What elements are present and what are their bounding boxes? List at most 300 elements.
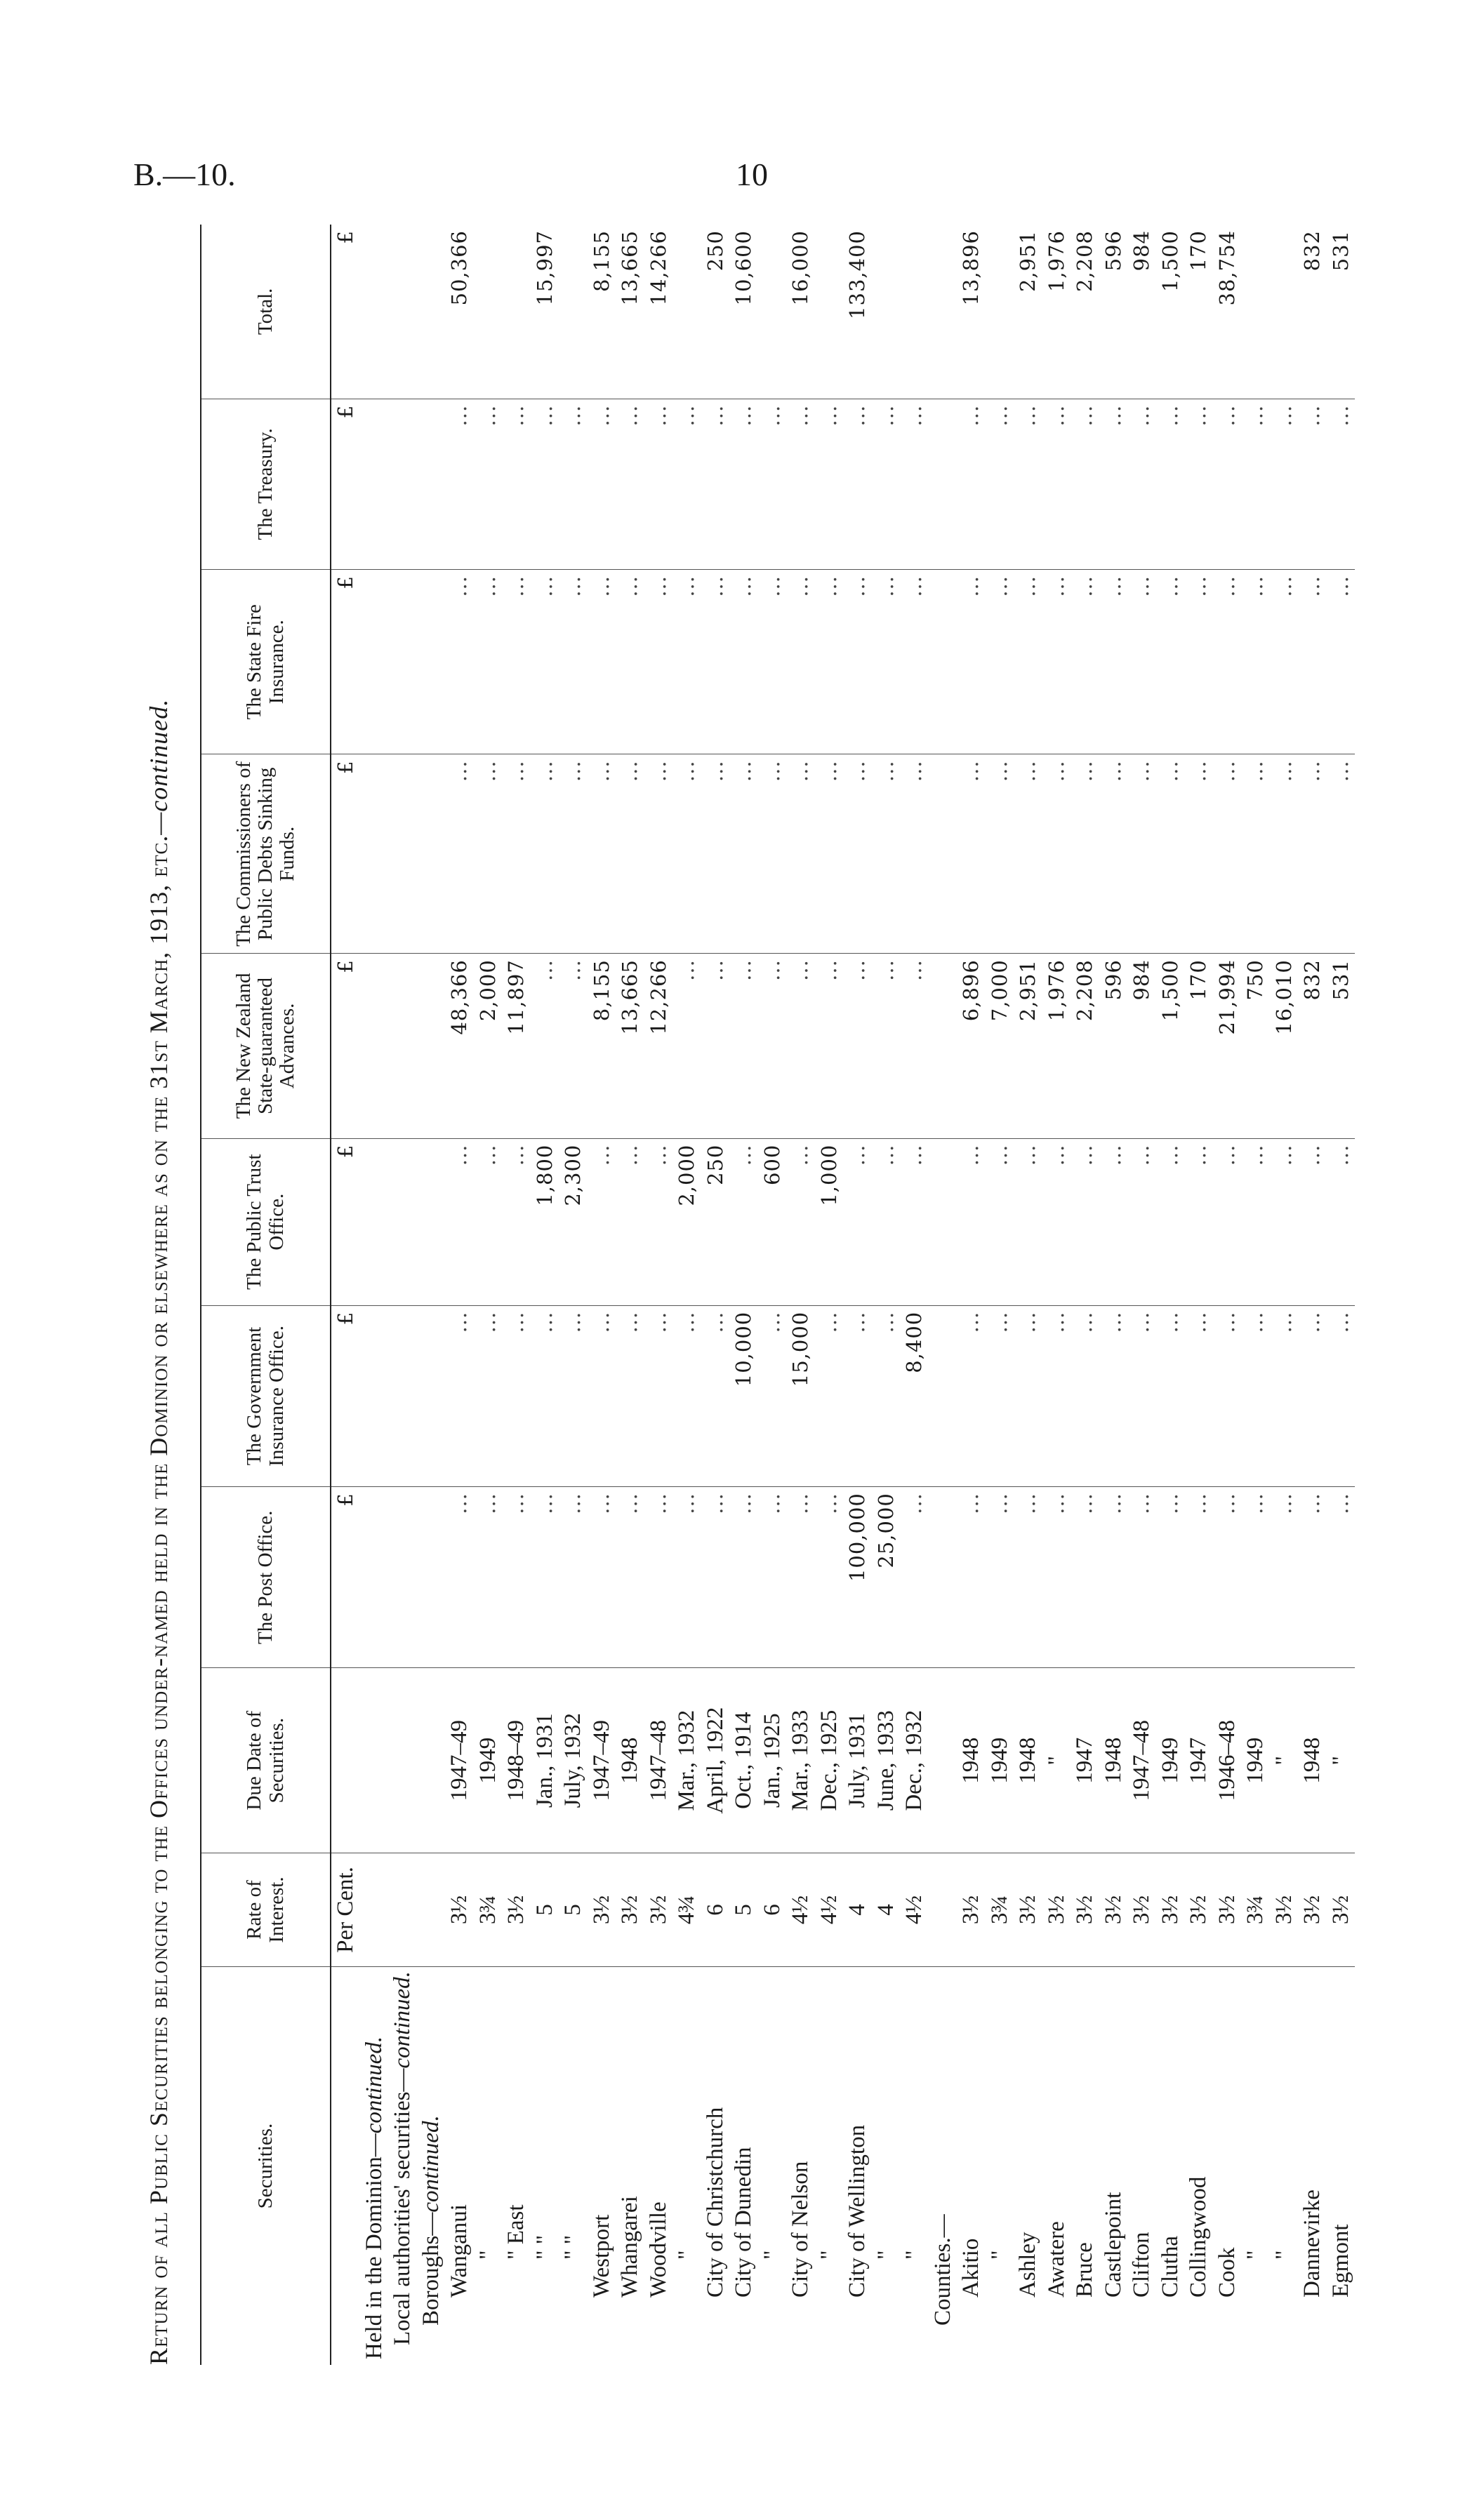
empty-amount: ... [531,1305,559,1486]
empty-amount: ... [1184,570,1213,754]
table-row [786,225,815,2365]
empty-amount: ... [1156,1487,1185,1668]
rate-of-interest [929,1853,958,1966]
amount-nz: 21,994 [1213,954,1242,1138]
security-name: Dannevirke [1299,2189,1325,2298]
empty-amount [417,754,446,954]
table-row [1298,225,1327,2365]
security-name: Egmont [1327,2224,1353,2298]
table-row [474,225,503,2365]
empty-amount: ... [502,1487,531,1668]
security-name: " [475,2250,501,2260]
table-row [360,225,389,2365]
table-row [1014,225,1042,2365]
rate-of-interest: 3½ [1327,1853,1356,1966]
amount-tot: 1,500 [1156,225,1185,399]
amount-tot: 8,155 [588,225,616,399]
empty-amount: ... [1014,1138,1042,1305]
empty-amount [417,1305,446,1486]
empty-amount: ... [815,1305,844,1486]
empty-amount: ... [531,954,559,1138]
amount-tot: 596 [1099,225,1128,399]
empty-amount: ... [1042,1305,1071,1486]
empty-amount [360,570,389,754]
empty-amount [1241,225,1270,399]
empty-amount: ... [1213,1305,1242,1486]
due-date [388,1668,417,1853]
rate-of-interest [360,1853,389,1966]
empty-amount: ... [474,1487,503,1668]
column-header-treasury: The Treasury. [201,399,331,569]
amount-pt: 250 [701,1138,730,1305]
empty-amount: ... [673,399,701,569]
due-date: 1948 [1014,1668,1042,1853]
empty-amount: ... [1270,1305,1299,1486]
amount-nz: 7,000 [986,954,1014,1138]
empty-amount: ... [729,954,758,1138]
empty-amount: ... [445,1305,474,1486]
table-caption [144,225,186,2365]
rate-of-interest: 3½ [445,1853,474,1966]
empty-amount: ... [815,754,844,954]
units-row [331,225,360,2365]
due-date [417,1668,446,1853]
amount-tot: 531 [1327,225,1356,399]
table-row [616,225,644,2365]
amount-nz: 2,951 [1014,954,1042,1138]
rate-of-interest: 5 [729,1853,758,1966]
empty-amount: ... [445,1487,474,1668]
empty-amount: ... [474,399,503,569]
empty-amount [388,225,417,399]
amount-pt: 1,800 [531,1138,559,1305]
empty-amount: ... [1042,399,1071,569]
empty-amount: ... [815,1487,844,1668]
empty-amount: ... [1099,754,1128,954]
empty-amount: ... [445,1138,474,1305]
empty-amount: ... [673,570,701,754]
money-unit: £ [331,754,360,954]
due-date: " [1270,1668,1299,1853]
table-row [1156,225,1185,2365]
empty-amount [986,225,1014,399]
table-row [815,225,844,2365]
empty-amount: ... [644,570,673,754]
due-date: 1948 [1099,1668,1128,1853]
due-date: 1947–49 [588,1668,616,1853]
empty-amount: ... [502,754,531,954]
empty-amount: ... [1241,754,1270,954]
security-name: Woodville [645,2201,671,2298]
continued-label: continued. [361,2036,387,2134]
empty-amount [360,225,389,399]
empty-amount: ... [786,399,815,569]
empty-amount: ... [1042,754,1071,954]
amount-nz: 1,500 [1156,954,1185,1138]
empty-amount: ... [1241,1487,1270,1668]
empty-amount: ... [815,399,844,569]
column-header-rate: Rate of Interest. [201,1853,331,1966]
empty-amount: ... [531,754,559,954]
empty-amount [929,954,958,1138]
security-name: City of Wellington [844,2124,870,2298]
empty-amount: ... [872,954,901,1138]
caption-continued: —continued. [145,698,173,835]
empty-amount: ... [1298,1138,1327,1305]
empty-amount: ... [502,1305,531,1486]
column-header-due-date: Due Date of Securities. [201,1668,331,1853]
empty-amount [360,399,389,569]
empty-amount: ... [616,570,644,754]
rate-of-interest: 3½ [1127,1853,1156,1966]
column-header-state-fire: The State Fire Insurance. [201,570,331,754]
empty-amount: ... [588,1138,616,1305]
table-body [331,225,1355,2365]
empty-amount: ... [1156,399,1185,569]
amount-nz: 48,366 [445,954,474,1138]
security-name: Awatere [1043,2221,1069,2298]
rate-of-interest: 4½ [786,1853,815,1966]
empty-amount [929,1305,958,1486]
amount-gio: 10,000 [729,1305,758,1486]
due-date: Oct., 1914 [729,1668,758,1853]
empty-amount [929,1138,958,1305]
empty-amount: ... [1127,1487,1156,1668]
money-unit: £ [331,399,360,569]
amount-nz: 832 [1298,954,1327,1138]
security-name: Wanganui [446,2204,472,2298]
empty-amount: ... [872,1305,901,1486]
table-row [929,225,958,2365]
empty-amount: ... [673,1487,701,1668]
security-name: Clutha [1157,2236,1183,2298]
security-name: Boroughs—continued. [418,2115,444,2326]
empty-amount [388,754,417,954]
rate-of-interest: 3¾ [474,1853,503,1966]
table-row [588,225,616,2365]
empty-amount [388,1138,417,1305]
table-row [388,225,417,2365]
amount-pt: 1,000 [815,1138,844,1305]
column-header-public-trust: The Public Trust Office. [201,1138,331,1305]
empty-amount [929,1487,958,1668]
amount-nz: 596 [1099,954,1128,1138]
empty-amount: ... [957,754,986,954]
empty-amount: ... [1270,1487,1299,1668]
empty-amount [929,225,958,399]
table-row [1213,225,1242,2365]
security-name: Local authorities' securities—continued. [390,1971,415,2345]
empty-amount [360,1305,389,1486]
rate-of-interest: 3½ [1184,1853,1213,1966]
empty-amount [417,1487,446,1668]
empty-amount: ... [1270,754,1299,954]
column-header-securities: Securities. [201,1967,331,2365]
column-header-gov-insurance: The Government Insurance Office. [201,1305,331,1486]
rate-of-interest: 3½ [1270,1853,1299,1966]
empty-amount: ... [1327,399,1356,569]
table-row [445,225,474,2365]
empty-amount: ... [1127,1138,1156,1305]
empty-amount: ... [843,754,872,954]
empty-amount: ... [1213,1138,1242,1305]
due-date [929,1668,958,1853]
empty-amount: ... [986,399,1014,569]
amount-tot: 832 [1298,225,1327,399]
rate-of-interest: 3½ [1071,1853,1099,1966]
empty-amount: ... [1270,570,1299,754]
money-unit: £ [331,570,360,754]
table-row [1042,225,1071,2365]
security-name: Whangarei [617,2196,642,2298]
amount-nz: 170 [1184,954,1213,1138]
due-date: June, 1933 [872,1668,901,1853]
empty-amount [474,225,503,399]
due-date: Mar., 1933 [786,1668,815,1853]
header-row [201,225,331,2365]
securities-table [200,225,1355,2365]
empty-amount: ... [1014,754,1042,954]
amount-nz: 750 [1241,954,1270,1138]
empty-amount: ... [872,570,901,754]
amount-tot: 15,997 [531,225,559,399]
empty-amount: ... [1184,1305,1213,1486]
security-name: City of Nelson [788,2161,813,2298]
amount-pt: 2,000 [673,1138,701,1305]
empty-amount: ... [1184,399,1213,569]
empty-amount: ... [1071,1487,1099,1668]
empty-amount: ... [843,1138,872,1305]
money-unit: £ [331,954,360,1138]
empty-amount: ... [1241,570,1270,754]
amount-tot: 50,366 [445,225,474,399]
empty-amount [929,399,958,569]
empty-amount: ... [673,1305,701,1486]
amount-tot: 14,266 [644,225,673,399]
empty-amount: ... [843,399,872,569]
empty-amount: ... [474,570,503,754]
empty-amount: ... [701,1487,730,1668]
money-unit: £ [331,1138,360,1305]
empty-amount: ... [1298,1487,1327,1668]
empty-amount [360,1487,389,1668]
header-reference: B.—10. [133,156,236,192]
amount-tot: 2,951 [1014,225,1042,399]
empty-amount: ... [1327,570,1356,754]
due-date: April, 1922 [701,1668,730,1853]
empty-amount: ... [1241,1305,1270,1486]
amount-tot: 250 [701,225,730,399]
security-name: City of Christchurch [702,2107,728,2298]
rate-of-interest [388,1853,417,1966]
amount-nz: 2,000 [474,954,503,1138]
table-row [1127,225,1156,2365]
security-name: " [759,2250,785,2260]
empty-amount: ... [1099,399,1128,569]
empty-amount: ... [1241,1138,1270,1305]
due-date: " [1042,1668,1071,1853]
amount-pt: 2,300 [559,1138,588,1305]
security-name: Held in the Dominion—continued. [361,2036,387,2359]
empty-amount: ... [1156,754,1185,954]
continued-label: continued. [390,1971,415,2069]
empty-amount [360,1138,389,1305]
continued-label: continued. [418,2115,444,2213]
table-row [872,225,901,2365]
empty-amount: ... [986,1305,1014,1486]
empty-amount: ... [644,1487,673,1668]
security-name: " [873,2250,899,2260]
empty-amount: ... [815,954,844,1138]
table-row [1241,225,1270,2365]
empty-amount [900,225,929,399]
empty-amount [417,225,446,399]
empty-amount: ... [729,1138,758,1305]
empty-amount [929,570,958,754]
empty-amount: ... [531,399,559,569]
security-name: " East [503,2204,529,2260]
empty-amount: ... [900,570,929,754]
empty-amount: ... [1213,754,1242,954]
empty-amount: ... [843,954,872,1138]
rotated-table-container [144,225,1372,2365]
due-date: 1949 [1156,1668,1185,1853]
security-name: Castlepoint [1100,2192,1126,2298]
empty-amount: ... [1042,570,1071,754]
empty-amount: ... [701,399,730,569]
empty-amount: ... [1156,1305,1185,1486]
empty-amount: ... [729,754,758,954]
empty-amount: ... [1327,1138,1356,1305]
empty-amount: ... [1071,754,1099,954]
table-row [644,225,673,2365]
empty-amount: ... [1099,1138,1128,1305]
security-name: Counties.— [929,2214,955,2326]
empty-amount [388,954,417,1138]
amount-nz: 12,266 [644,954,673,1138]
security-name: Akitio [958,2238,983,2298]
empty-amount: ... [1184,1138,1213,1305]
due-date: Dec., 1925 [815,1668,844,1853]
empty-amount: ... [843,570,872,754]
empty-amount: ... [616,399,644,569]
column-header-sinking-funds: The Commissioners of Public Debts Sinking Funds. [201,754,331,954]
security-name: Cook [1214,2247,1240,2298]
amount-tot: 133,400 [843,225,872,399]
rate-of-interest: 5 [559,1853,588,1966]
empty-amount: ... [1327,1305,1356,1486]
empty-amount: ... [1213,1487,1242,1668]
empty-amount: ... [758,399,787,569]
rate-of-interest: 3½ [1156,1853,1185,1966]
empty-amount: ... [1042,1487,1071,1668]
empty-amount: ... [1241,399,1270,569]
empty-amount: ... [843,1305,872,1486]
amount-nz: 984 [1127,954,1156,1138]
empty-amount: ... [957,1305,986,1486]
empty-amount: ... [474,1305,503,1486]
units-blank [331,1967,360,2365]
due-date: July, 1932 [559,1668,588,1853]
rate-of-interest: 6 [758,1853,787,1966]
empty-amount: ... [729,570,758,754]
empty-amount: ... [729,1487,758,1668]
empty-amount: ... [1127,570,1156,754]
empty-amount [673,225,701,399]
empty-amount: ... [1071,1138,1099,1305]
empty-amount: ... [1213,570,1242,754]
amount-pt: 600 [758,1138,787,1305]
security-name: Clifton [1129,2232,1154,2298]
empty-amount: ... [1042,1138,1071,1305]
column-header-post-office: The Post Office. [201,1487,331,1668]
due-date: 1949 [1241,1668,1270,1853]
empty-amount: ... [701,754,730,954]
due-date: July, 1931 [843,1668,872,1853]
empty-amount: ... [1298,754,1327,954]
security-name: " [1243,2250,1268,2260]
table-row [1184,225,1213,2365]
due-date: 1948 [616,1668,644,1853]
table-row [986,225,1014,2365]
rate-unit: Per Cent. [331,1853,360,1966]
empty-amount: ... [957,1487,986,1668]
rate-of-interest: 3½ [1099,1853,1128,1966]
empty-amount: ... [957,1138,986,1305]
security-name: City of Dunedin [731,2147,756,2298]
due-date: 1947–49 [445,1668,474,1853]
empty-amount: ... [1071,399,1099,569]
empty-amount: ... [559,1487,588,1668]
empty-amount: ... [1184,1487,1213,1668]
amount-nz: 6,896 [957,954,986,1138]
empty-amount: ... [786,954,815,1138]
security-name: " [901,2250,927,2260]
due-date: 1947 [1184,1668,1213,1853]
empty-amount: ... [616,1487,644,1668]
rate-of-interest: 6 [701,1853,730,1966]
due-date: 1949 [474,1668,503,1853]
empty-amount: ... [445,570,474,754]
empty-amount: ... [531,570,559,754]
empty-amount: ... [758,1487,787,1668]
caption-main: Return of all Public Securities belonging to the Offices under-named held in the Dominion or elsewhere as on the 31st March, 1913, etc. [145,834,173,2365]
rate-of-interest: 3¾ [1241,1853,1270,1966]
empty-amount [388,1487,417,1668]
rate-of-interest: 3½ [1014,1853,1042,1966]
empty-amount [872,225,901,399]
empty-amount: ... [900,1138,929,1305]
empty-amount: ... [673,954,701,1138]
rate-of-interest: 3½ [502,1853,531,1966]
amount-tot: 10,600 [729,225,758,399]
empty-amount: ... [900,954,929,1138]
empty-amount: ... [1099,1305,1128,1486]
empty-amount: ... [502,570,531,754]
rate-of-interest: 3½ [1042,1853,1071,1966]
money-unit: £ [331,1305,360,1486]
money-unit: £ [331,1487,360,1668]
money-unit: £ [331,225,360,399]
empty-amount [388,570,417,754]
empty-amount [417,570,446,754]
empty-amount: ... [1156,1138,1185,1305]
empty-amount: ... [1014,399,1042,569]
empty-amount: ... [786,1138,815,1305]
empty-amount: ... [474,1138,503,1305]
empty-amount [502,225,531,399]
security-name: Bruce [1072,2242,1097,2298]
